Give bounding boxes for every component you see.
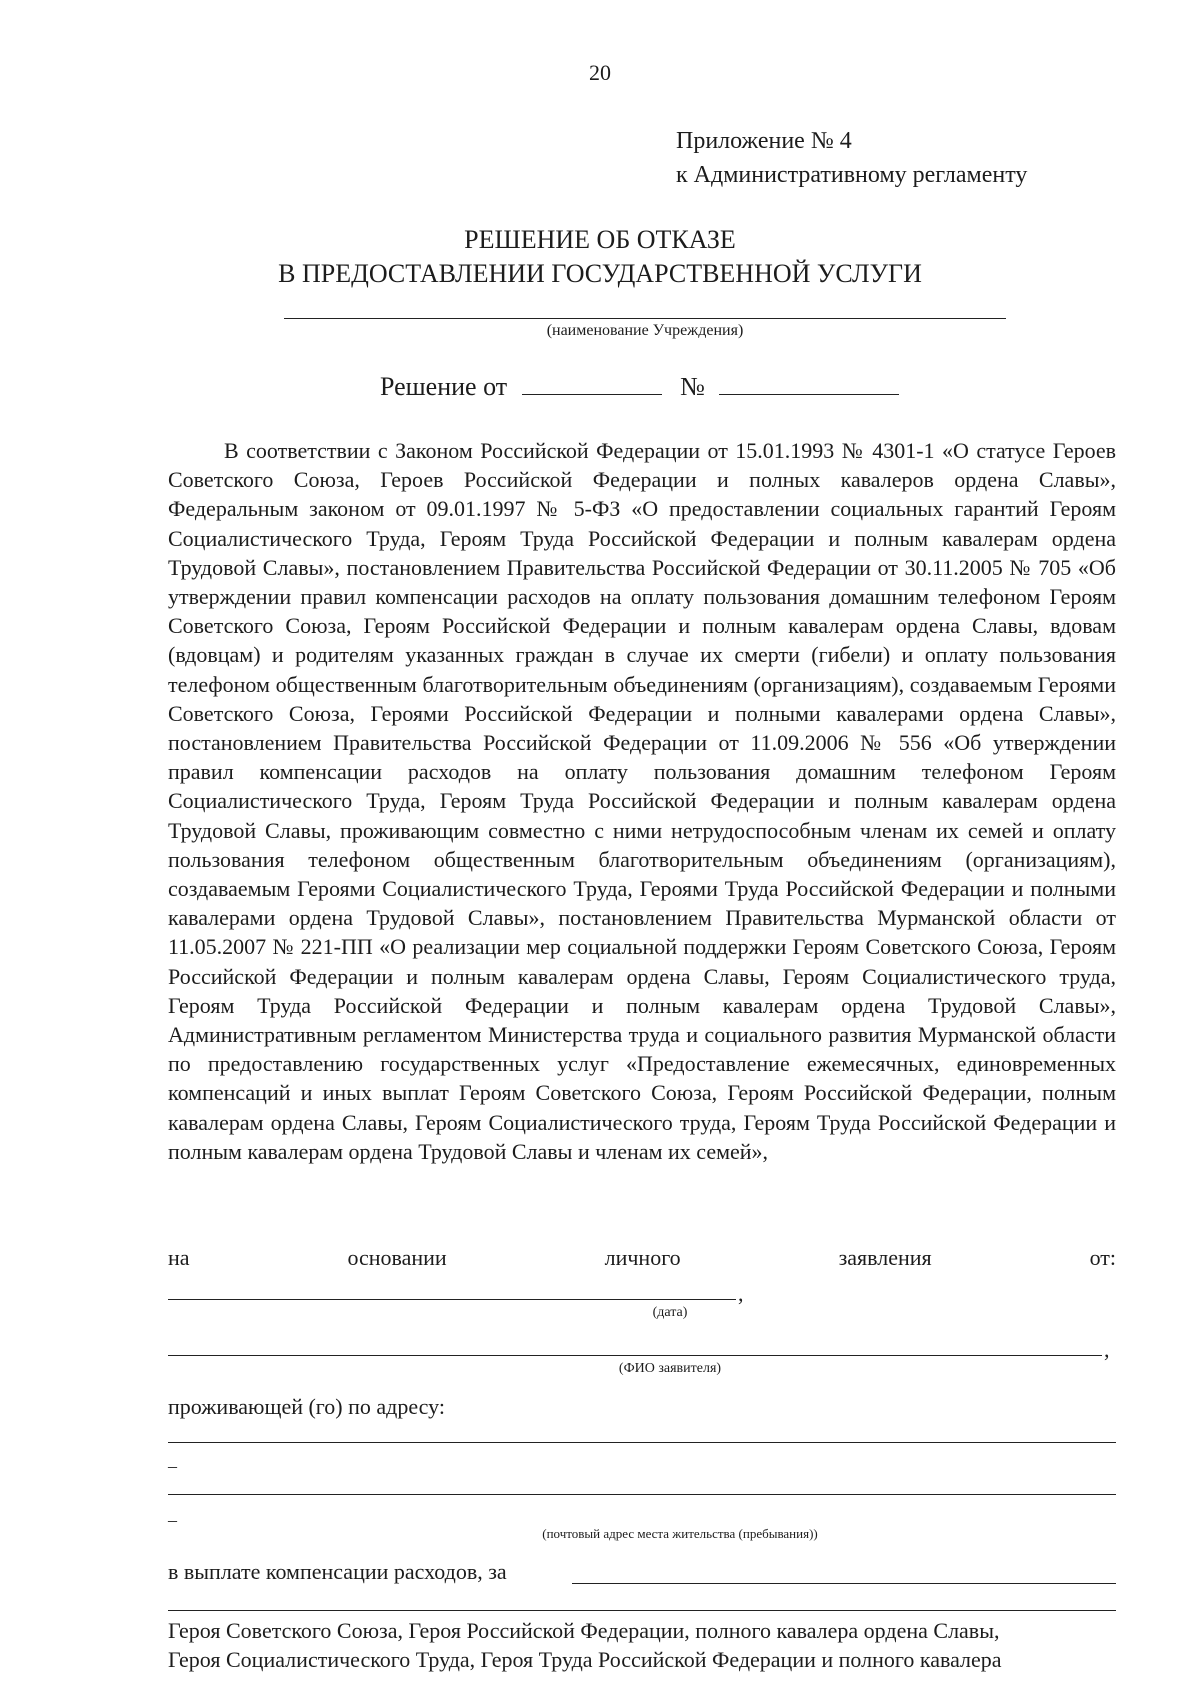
fio-caption: (ФИО заявителя) [618, 1361, 722, 1376]
date-line [168, 1299, 736, 1300]
basis-word-1: на [168, 1245, 190, 1270]
decision-line [380, 372, 899, 402]
address-line-2 [168, 1494, 1116, 1495]
document-title-line-2: В ПРЕДОСТАВЛЕНИИ ГОСУДАРСТВЕННОЙ УСЛУГИ [278, 259, 922, 288]
decision-number-blank [719, 372, 899, 395]
payment-label: в выплате компенсации расходов, за [168, 1559, 507, 1584]
institution-caption: (наименование Учреждения) [546, 322, 744, 339]
address-dash-2: – [168, 1510, 177, 1530]
address-caption: (почтовый адрес места жительства (пребывания)) [542, 1526, 818, 1541]
address-dash-1: – [168, 1456, 177, 1476]
body-paragraph: В соответствии с Законом Российской Федерации от 15.01.1993 № 4301-1 «О статусе Героев Советского Союза, Героев Российской Федерации и полных кавалеров ордена Славы», Федеральным законом от 09.01.1997 № 5-ФЗ «О предоставлении социальных гарантий Героям Социалистического Труда, Героям Труда Российской Федерации и полным кавалерам ордена Трудовой Славы», постановлением Правительства Российской Федерации от 30.11.2005 № 705 «Об утверждении правил компенсации расходов на оплату пользования домашним телефоном Героям Советского Союза, Героям Российской Федерации и полным кавалерам ордена Славы, вдовам (вдовцам) и родителям указанных граждан в случае их смерти (гибели) и оплату пользования телефоном общественным благотворительным объединениям (организациям), создаваемым Героями Советского Союза, Героями Российской Федерации и полными кавалерами ордена Славы», постановлением Правительства Российской Федерации от 11.09.2006 № 556 «Об утверждении правил компенсации расходов на оплату пользования домашним телефоном Героям Социалистического Труда, Героям Труда Российской Федерации и полным кавалерам ордена Трудовой Славы, проживающим совместно с ними нетрудоспособным членам их семей и оплату пользования телефоном общественным благотворительным объединениям (организациям), создаваемым Героями Социалистического Труда, Героями Труда Российской Федерации и полными кавалерами ордена Трудовой Славы», постановлением Правительства Мурманской области от 11.05.2007 № 221-ПП «О реализации мер социальной поддержки Героям Советского Союза, Героям Российской Федерации и полным кавалерам ордена Славы, Героям Социалистического труда, Героям Труда Российской Федерации и полным кавалерам ордена Трудовой Славы», Административным регламентом Министерства труда и социального развития Мурманской области по предоставлению государственных услуг «Предоставление ежемесячных, единовременных компенсаций и иных выплат Героям Советского Союза, Героям Российской Федерации, полным кавалерам ордена Славы, Героям Социалистического труда, Героям Труда Российской Федерации и полным кавалерам ордена Трудовой Славы и членам их семей», [168, 438, 1116, 1164]
institution-name-line [284, 318, 1006, 319]
basis-row [168, 1245, 1116, 1271]
footer-rule [168, 1610, 1116, 1611]
date-caption: (дата) [652, 1305, 688, 1320]
appendix-line-1: Приложение № 4 [676, 128, 852, 154]
basis-word-3: личного [604, 1245, 681, 1270]
basis-word-5: от: [1089, 1245, 1116, 1270]
footer-text-line-2: Героя Социалистического Труда, Героя Труда Российской Федерации и полного кавалера [168, 1647, 1002, 1672]
basis-word-4: заявления [838, 1245, 932, 1270]
footer-text-line-1: Героя Советского Союза, Героя Российской Федерации, полного кавалера ордена Славы, [168, 1618, 1000, 1643]
address-label: проживающей (го) по адресу: [168, 1394, 445, 1419]
decision-label: Решение от [380, 372, 508, 401]
appendix-line-2: к Административному регламенту [676, 162, 1028, 188]
address-line-1 [168, 1442, 1116, 1443]
fio-comma: , [1104, 1337, 1110, 1362]
basis-word-2: основании [347, 1245, 447, 1270]
page-number: 20 [589, 60, 611, 85]
decision-number-sign: № [680, 372, 705, 401]
document-title-line-1: РЕШЕНИЕ ОБ ОТКАЗЕ [464, 225, 736, 254]
payment-line [572, 1583, 1116, 1584]
fio-line [168, 1355, 1102, 1356]
date-comma: , [738, 1281, 744, 1306]
decision-date-blank [522, 372, 662, 395]
